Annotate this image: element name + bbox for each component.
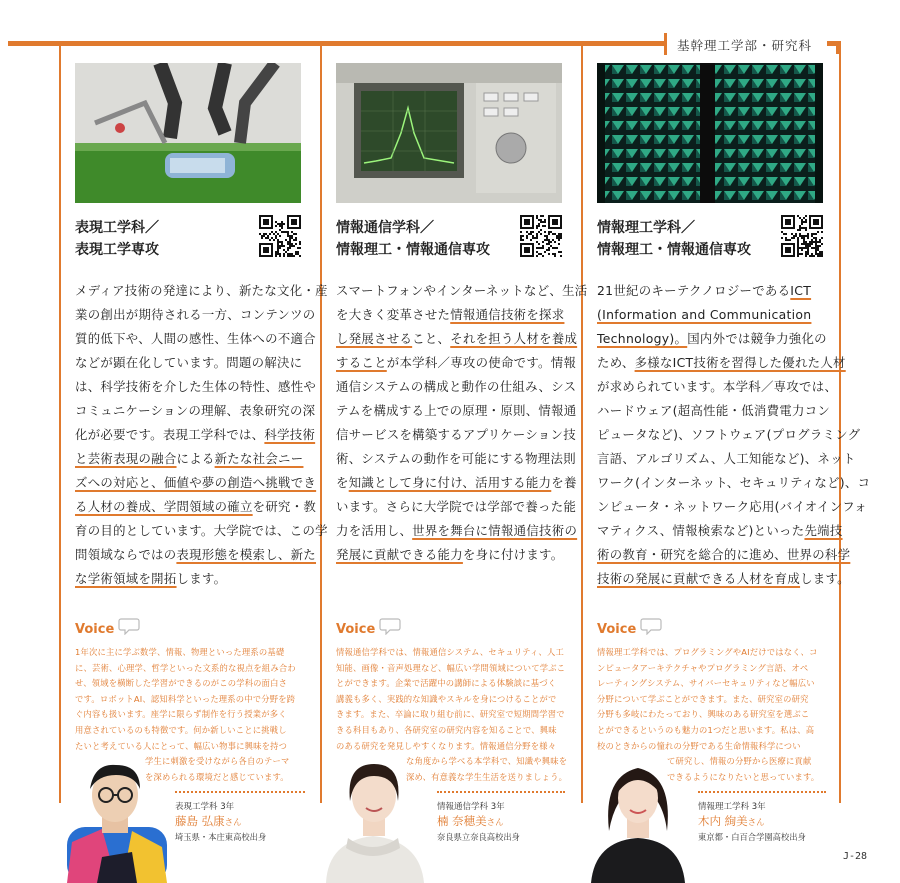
voice-line: ンピュータアーキテクチャやプログラミング言語、オペ xyxy=(597,662,809,673)
voice-line: 用意されているのも特徴です。何か新しいことに挑戦し xyxy=(75,724,287,735)
column-divider-right xyxy=(839,46,841,803)
body-text-run: ため、 xyxy=(597,355,635,370)
spectrum-analyzer-photo xyxy=(336,63,562,203)
voice-line: な角度から学べる本学科で、知識や興味を xyxy=(406,756,568,767)
body-line xyxy=(336,519,578,543)
body-text-run: こと、 xyxy=(412,331,451,346)
emphasis-text: 科学技術 xyxy=(264,427,316,442)
body-text-run: マティクス、情報検索など)といった xyxy=(597,523,805,538)
student-name xyxy=(437,813,504,829)
emphasis-text: 多様なICT技術を習得した優れた人材 xyxy=(634,355,846,370)
supercomputer-photo xyxy=(597,63,823,203)
speech-bubble-icon xyxy=(640,617,662,635)
voice-line: とができます。企業で活躍中の講師による体験談に基づく xyxy=(336,678,557,689)
body-line xyxy=(597,423,861,447)
body-text-run: を養 xyxy=(551,475,577,490)
body-text-run: 通信システムの構成と動作の仕組み、シス xyxy=(336,379,577,394)
body-line xyxy=(336,423,576,447)
student-dept: 表現工学科 3年 xyxy=(175,802,235,812)
body-text-run: が求められています。本学科／専攻では、 xyxy=(597,379,838,394)
body-line xyxy=(597,375,838,399)
voice-line: とができるというのも魅力の1つだと思います。私は、高 xyxy=(597,724,815,735)
voice-line: 情報通信学科では、情報通信システム、セキュリティ、人工 xyxy=(336,647,565,657)
student-school: 奈良県立奈良高校出身 xyxy=(437,832,520,842)
body-text-run: ハードウェア(超高性能・低消費電力コン xyxy=(597,403,831,418)
body-text-run: を大きく変革させた xyxy=(336,307,451,322)
student-photo xyxy=(583,756,693,883)
body-line xyxy=(597,567,850,591)
body-line xyxy=(75,567,305,591)
body-text-run: 問領域ならではの xyxy=(75,547,177,562)
emphasis-text: (Information and Communication xyxy=(597,307,812,322)
body-text-run: 信サービスを構築するアプリケーション技 xyxy=(336,427,576,442)
student-name xyxy=(175,813,242,829)
heading-line1: 情報理工学科／ xyxy=(597,220,695,236)
student-divider xyxy=(437,791,565,793)
student-divider xyxy=(175,791,305,793)
emphasis-text: な学術領域を開拓 xyxy=(75,571,177,586)
qr-code-icon xyxy=(259,215,301,257)
emphasis-text: Technology)。 xyxy=(597,331,688,346)
qr-code-icon xyxy=(781,215,823,257)
body-text-run: による xyxy=(176,451,215,466)
page-number: J-28 xyxy=(843,851,868,862)
heading-line2: 情報理工・情報通信専攻 xyxy=(336,242,490,258)
emphasis-text: 新たな社会ニー xyxy=(214,451,304,466)
voice-line: きます。また、卒論に取り組む前に、研究室で短期間学習で xyxy=(336,709,565,720)
body-text-run: します。 xyxy=(176,571,227,586)
emphasis-text: 先端技 xyxy=(804,523,843,538)
body-text-run: を xyxy=(336,475,349,490)
student-school: 埼玉県・本庄東高校出身 xyxy=(175,832,267,842)
body-text-run: ピュータなど)、ソフトウェア(プログラミング xyxy=(597,427,861,442)
speech-bubble-icon xyxy=(118,617,140,635)
body-line xyxy=(597,471,871,495)
body-text-run: スマートフォンやインターネットなど、生活 xyxy=(336,283,588,298)
voice-line: できるようになりたいと思っています。 xyxy=(667,771,820,782)
emphasis-text: 発展に貢献できる能力 xyxy=(336,547,463,562)
voice-line: 学生に刺激を受けながら各自のテーマ xyxy=(145,756,290,767)
emphasis-text: ICT xyxy=(790,283,812,298)
body-line xyxy=(597,543,851,567)
voice-label: Voice xyxy=(597,622,637,637)
emphasis-text: 表現形態を模索し、新た xyxy=(176,547,317,562)
student-dept: 情報理工学科 3年 xyxy=(698,802,766,812)
column-divider-1 xyxy=(320,46,322,803)
student-name xyxy=(698,813,765,829)
department-header xyxy=(664,33,827,55)
emphasis-text: 知識として身に付け、活用する能力 xyxy=(348,475,552,490)
body-text-run: 言語、アルゴリズム、人工知能など)、ネット xyxy=(597,451,856,466)
heading-joho-tsushin xyxy=(336,217,490,261)
body-text xyxy=(336,279,588,567)
column-divider-2 xyxy=(581,46,583,803)
body-text-run: テムを構成する上での原理・原則、情報通 xyxy=(336,403,577,418)
body-line xyxy=(336,471,577,495)
emphasis-text: 技術の発展に貢献できる人材を育成 xyxy=(597,571,801,586)
column-divider-left xyxy=(59,46,61,803)
body-line xyxy=(75,495,317,519)
body-line xyxy=(336,447,576,471)
body-text-run: ワーク(インターネット、セキュリティなど)、コ xyxy=(597,475,871,490)
student-honorific: さん xyxy=(486,818,504,828)
voice-line: のある研究を発見しやすくなります。情報通信分野を様々 xyxy=(336,740,557,751)
voice-line: 1年次に主に学ぶ数学、情報、物理といった理系の基礎 xyxy=(75,647,285,657)
body-line xyxy=(75,399,316,423)
body-line xyxy=(336,327,578,351)
department-label: 基幹理工学部・研究科 xyxy=(677,38,813,53)
body-text-run: 力を活用し、 xyxy=(336,523,413,538)
emphasis-text: ズへの対応と、価値や夢の創造へ挑戦でき xyxy=(75,475,317,490)
body-line xyxy=(597,495,868,519)
student-school: 東京都・白百合学園高校出身 xyxy=(698,832,806,842)
voice-line: に、芸術、心理学、哲学といった文系的な視点を組み合わ xyxy=(75,662,296,673)
body-text-run: 術、システムの動作を可能にする物理法則 xyxy=(336,451,576,466)
body-text-run: 化が必要です。表現工学科では、 xyxy=(75,427,265,442)
voice-line: 深め、有意義な学生生活を送りましょう。 xyxy=(406,771,568,782)
body-line xyxy=(336,399,577,423)
emphasis-text: 術の教育・研究を総合的に進め、世界の科学 xyxy=(597,547,851,562)
voice-label: Voice xyxy=(336,622,376,637)
emphasis-text: 世界を舞台に情報通信技術の xyxy=(412,523,578,538)
voice-line: 分野について学ぶことができます。また、研究室の研究 xyxy=(597,693,809,704)
emphasis-text: と芸術表現の融合 xyxy=(75,451,177,466)
voice-line: を深められる環境だと感じています。 xyxy=(145,771,289,782)
voice-line: きる科目もあり、各研究室の研究内容を知ることで、興味 xyxy=(336,724,557,735)
voice-line: ぐ内容も扱います。座学に限らず制作を行う授業が多く xyxy=(75,709,287,720)
body-line xyxy=(75,543,317,567)
voice-line: 分野も多岐にわたっており、興味のある研究室を選ぶこ xyxy=(597,709,810,720)
voice-line: て研究し、情報の分野から医療に貢献 xyxy=(667,756,812,767)
student-divider xyxy=(698,791,826,793)
heading-joho-riko xyxy=(597,217,751,261)
emphasis-text: それを担う人材を養成 xyxy=(450,331,578,346)
body-line xyxy=(75,423,316,447)
voice-line: 校のときからの憧れの分野である生命情報科学につい xyxy=(597,740,801,751)
voice-label: Voice xyxy=(75,622,115,637)
body-line xyxy=(597,447,856,471)
heading-line2: 情報理工・情報通信専攻 xyxy=(597,242,751,258)
heading-hyogen xyxy=(75,217,159,261)
voice-line: 情報理工学科では、プログラミングやAIだけではなく、コ xyxy=(597,647,818,657)
heading-line2: 表現工学専攻 xyxy=(75,242,159,258)
body-text-run: を研究・教 xyxy=(252,499,317,514)
student-name-text: 藤島 弘康 xyxy=(175,814,225,828)
student-dept: 情報通信学科 3年 xyxy=(437,802,505,812)
body-line xyxy=(597,351,846,375)
body-line xyxy=(75,447,305,471)
student-honorific: さん xyxy=(224,818,242,828)
voice-line: レーティングシステム、サイバーセキュリティなど幅広い xyxy=(597,678,815,689)
body-line xyxy=(75,327,316,351)
body-line xyxy=(597,279,827,303)
body-text-run: します。 xyxy=(800,571,850,586)
body-line xyxy=(597,303,827,327)
body-text-run: 育の目的としています。大学院では、この学 xyxy=(75,523,328,538)
voice-line: せ、領域を横断した学習ができるのがこの学科の面白さ xyxy=(75,678,288,689)
body-text-run: 国内外では競争力強化の xyxy=(687,331,827,346)
heading-line1: 情報通信学科／ xyxy=(336,220,434,236)
qr-code-icon xyxy=(520,215,562,257)
body-line xyxy=(336,543,566,567)
body-text-run: 21世紀のキーテクノロジーである xyxy=(597,283,791,298)
body-text xyxy=(597,279,871,591)
body-text-run: などが顕在化しています。問題の解決に xyxy=(75,355,303,370)
body-text-run: が本学科／専攻の使命です。情報 xyxy=(386,355,577,370)
emphasis-text: し発展させる xyxy=(336,331,413,346)
emphasis-text: る人材の養成、学問領域の確立 xyxy=(75,499,253,514)
emphasis-text: 情報通信技術を探求 xyxy=(450,307,565,322)
voice-line: 知能、画像・音声処理など、幅広い学問領域について学ぶこ xyxy=(336,662,566,673)
qr-code[interactable] xyxy=(259,215,301,257)
body-line xyxy=(597,519,843,543)
body-line xyxy=(75,351,305,375)
body-text-run: メディア技術の発達により、新たな文化・産 xyxy=(75,283,328,298)
body-line xyxy=(75,375,317,399)
body-line xyxy=(597,327,827,351)
emphasis-text: すること xyxy=(336,355,387,370)
student-honorific: さん xyxy=(747,818,765,828)
student-photo xyxy=(318,756,432,883)
body-text-run: ンピュータ・ネットワーク応用(バイオインフォ xyxy=(597,499,868,514)
body-text xyxy=(75,279,328,591)
voice-line: たいと考えている人にとって、幅広い物事に興味を持つ xyxy=(75,740,288,751)
student-name-text: 楠 奈穂美 xyxy=(437,814,487,828)
body-line xyxy=(75,303,316,327)
body-line xyxy=(336,351,577,375)
body-line xyxy=(336,375,577,399)
body-line xyxy=(597,399,831,423)
body-line xyxy=(75,279,328,303)
speech-bubble-icon xyxy=(379,617,401,635)
body-text-run: を身に付けます。 xyxy=(462,547,564,562)
student-photo xyxy=(62,757,172,883)
body-line xyxy=(336,495,577,519)
body-line xyxy=(336,279,588,303)
body-text-run: 質的低下や、人間の感性、生体への不適合 xyxy=(75,331,316,346)
robot-photo xyxy=(75,63,301,203)
body-text-run: は、科学技術を介した生体の特性、感性や xyxy=(75,379,317,394)
body-text-run: 業の創出が期待される一方、コンテンツの xyxy=(75,307,316,322)
heading-line1: 表現工学科／ xyxy=(75,220,159,236)
body-line xyxy=(75,471,317,495)
voice-line: です。ロボットAI、認知科学といった理系の中で分野を跨 xyxy=(75,693,296,704)
body-text-run: います。さらに大学院では学部で養った能 xyxy=(336,499,577,514)
body-line xyxy=(336,303,566,327)
qr-code[interactable] xyxy=(520,215,562,257)
body-text-run: コミュニケーションの理解、表象研究の深 xyxy=(75,403,316,418)
student-name-text: 木内 絢美 xyxy=(698,814,748,828)
qr-code[interactable] xyxy=(781,215,823,257)
body-line xyxy=(75,519,328,543)
voice-line: 講義も多く、実践的な知識やスキルを身につけることがで xyxy=(336,693,557,704)
